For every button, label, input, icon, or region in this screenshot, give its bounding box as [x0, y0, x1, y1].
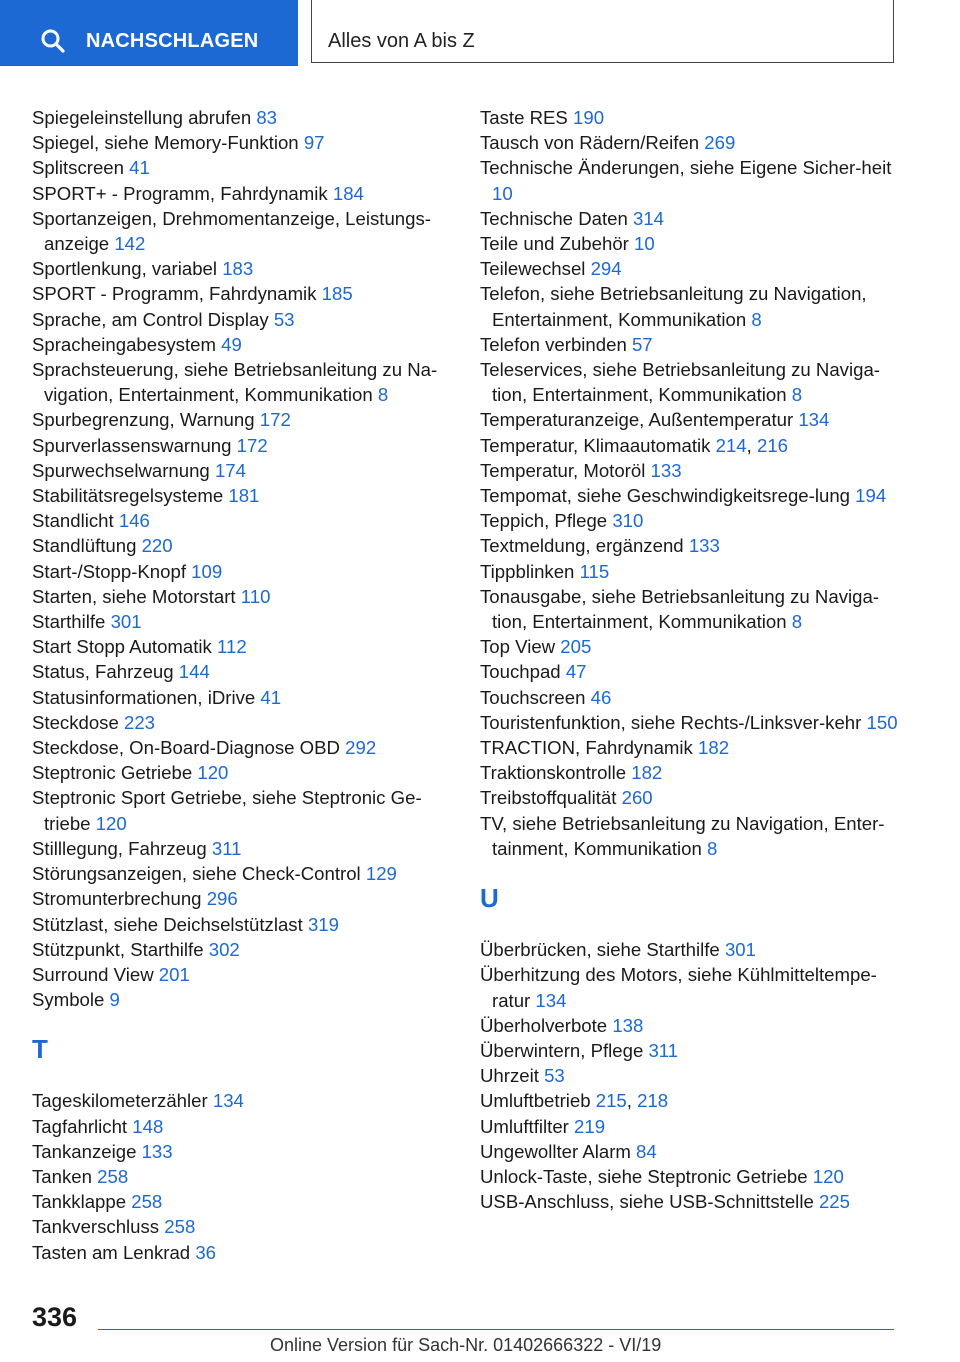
index-entry [480, 811, 900, 861]
page-reference-link[interactable]: 53 [273, 308, 295, 330]
page-reference-link[interactable]: 10 [634, 233, 655, 255]
index-entry-term: Teile und Zubehör [480, 233, 629, 255]
index-entry [32, 130, 452, 155]
nav-tab-label: NACHSCHLAGEN [86, 30, 259, 52]
index-entry [32, 760, 452, 785]
page-reference-link[interactable]: 110 [240, 585, 271, 607]
index-entry [480, 659, 900, 684]
index-entry [480, 105, 900, 130]
page-reference-link[interactable]: 201 [158, 963, 190, 985]
page-reference-link[interactable]: 174 [214, 459, 246, 481]
index-entry [32, 508, 452, 533]
index-entry-term: Statusinformationen, iDrive [32, 686, 256, 708]
page-reference-link[interactable]: 120 [95, 812, 127, 834]
index-entry-term: Start-/Stopp-Knopf [32, 560, 186, 582]
index-entry-term: Teppich, Pflege [480, 510, 608, 532]
index-entry-term: Touchpad [480, 661, 561, 683]
page-reference-link[interactable]: 258 [131, 1191, 163, 1213]
index-entry-term: Überholverbote [480, 1014, 608, 1036]
nav-tab-nachschlagen[interactable] [0, 0, 298, 66]
page-reference-link[interactable]: 302 [208, 938, 240, 960]
index-entry [480, 407, 900, 432]
page-reference-link[interactable]: 301 [724, 939, 756, 961]
index-entry [32, 785, 452, 835]
index-entry [32, 937, 452, 962]
section-title-tab [311, 0, 894, 63]
page-reference-link[interactable]: 269 [704, 132, 736, 154]
index-entry [480, 533, 900, 558]
page-reference-link[interactable]: 8 [706, 837, 718, 859]
index-entry-term: Technische Änderungen, siehe Eigene Sicher-heit [480, 157, 892, 179]
index-entry [32, 1164, 452, 1189]
index-entry: Temperatur, Klimaautomatik 214, 216 [480, 434, 789, 456]
index-letter-heading: T [32, 1034, 48, 1065]
index-entry [32, 861, 452, 886]
page-reference-link[interactable]: 311 [211, 837, 242, 859]
index-entry-term: Tagfahrlicht [32, 1115, 128, 1137]
index-entry-term: Umluftbetrieb [480, 1090, 591, 1112]
index-entry-term: Textmeldung, ergänzend [480, 535, 684, 557]
index-entry [480, 206, 900, 231]
index-entry [480, 155, 900, 205]
index-entry-term: Tausch von Rädern/Reifen [480, 132, 700, 154]
page-reference-link[interactable]: 10 [492, 182, 513, 204]
page-reference-link[interactable]: 148 [132, 1115, 164, 1137]
index-entry-term: Temperatur, Motoröl [480, 459, 646, 481]
index-entry [32, 181, 452, 206]
index-entry [32, 987, 452, 1012]
index-entry-term: Splitscreen [32, 157, 124, 179]
page-reference-link[interactable]: 134 [212, 1090, 244, 1112]
index-entry-term: Telefon verbinden [480, 333, 627, 355]
index-entry [32, 912, 452, 937]
page-reference-link[interactable]: 292 [345, 737, 377, 759]
index-entry-term: Taste RES [480, 107, 568, 128]
index-entry [32, 206, 452, 256]
index-entry [32, 559, 452, 584]
index-entry [32, 1114, 452, 1139]
page-reference-link[interactable]: 146 [118, 510, 150, 532]
page-reference-link[interactable]: 205 [560, 636, 592, 658]
index-entry [480, 1164, 900, 1189]
index-entry-term: SPORT - Programm, Fahrdynamik [32, 283, 317, 305]
index-entry [32, 836, 452, 861]
page-reference-link[interactable]: 182 [631, 762, 663, 784]
page-reference-link[interactable]: 223 [124, 711, 156, 733]
index-entry-term: Sportanzeigen, Drehmomentanzeige, Leistungs-anzeige [32, 207, 431, 255]
index-entry [480, 634, 900, 659]
page-reference-link[interactable]: 258 [164, 1216, 196, 1238]
page-reference-link[interactable]: 133 [688, 535, 720, 557]
page-reference-link[interactable]: 181 [228, 485, 260, 507]
page-reference-link[interactable]: 133 [650, 459, 682, 481]
index-entry [32, 105, 452, 130]
index-entry-term: Steckdose, On-Board-Diagnose OBD [32, 737, 340, 759]
page-reference-link[interactable]: 134 [798, 409, 830, 431]
page-reference-link[interactable]: 8 [791, 611, 803, 633]
index-entry-term: Steptronic Getriebe [32, 762, 193, 784]
index-entry [32, 307, 452, 332]
index-entry [480, 1063, 900, 1088]
page-reference-link[interactable]: 172 [259, 409, 291, 431]
section-title: Alles von A bis Z [328, 30, 475, 52]
online-version-note: Online Version für Sach-Nr. 01402666322 - VI/19 [270, 1335, 662, 1355]
page-reference-link[interactable]: 129 [365, 863, 397, 885]
index-entry-term: Stromunterbrechung [32, 888, 202, 910]
index-entry-term: Steptronic Sport Getriebe, siehe Steptronic Ge-triebe [32, 787, 422, 834]
index-entry [480, 559, 900, 584]
page-reference-link[interactable]: 133 [141, 1140, 173, 1162]
page-reference-link[interactable]: 301 [110, 611, 142, 633]
page-header [0, 0, 960, 66]
index-entry-term: Teilewechsel [480, 258, 586, 280]
index-entry [32, 685, 452, 710]
page-reference-link[interactable]: 150 [866, 711, 898, 733]
index-entry [32, 407, 452, 432]
page-reference-link[interactable]: 182 [698, 737, 730, 759]
page-reference-link[interactable]: 319 [307, 913, 339, 935]
index-entry [480, 483, 900, 508]
index-entry-term: Stützlast, siehe Deichselstützlast [32, 913, 303, 935]
index-entry [32, 886, 452, 911]
index-entry-term: Tippblinken [480, 560, 575, 582]
page-reference-link[interactable]: 172 [236, 434, 268, 456]
page-reference-link[interactable]: 296 [206, 888, 238, 910]
index-entry-term: Spurverlassenswarnung [32, 434, 232, 456]
index-entry-term: Telefon, siehe Betriebsanleitung zu Navigation, Entertainment, Kommunikation [480, 283, 867, 330]
page-reference-link[interactable]: 184 [332, 182, 364, 204]
index-entry [480, 735, 900, 760]
page-number: 336 [32, 1302, 78, 1332]
index-entry [32, 433, 452, 458]
index-entry-term: Tankanzeige [32, 1140, 137, 1162]
index-entry [32, 533, 452, 558]
index-entry [480, 710, 900, 735]
index-entry-term: Steckdose [32, 711, 119, 733]
index-entry [480, 1038, 900, 1063]
index-entry-term: Starten, siehe Motorstart [32, 585, 236, 607]
footer-divider [98, 1329, 894, 1330]
page-reference-link[interactable]: 84 [636, 1140, 657, 1162]
page-reference-link[interactable]: 218 [637, 1090, 669, 1112]
page-reference-link[interactable]: 115 [579, 560, 610, 582]
page-reference-link[interactable]: 294 [590, 258, 622, 280]
index-entry-term: Touchscreen [480, 686, 586, 708]
page-reference-link[interactable]: 112 [217, 636, 247, 658]
index-entry-term: Überwintern, Pflege [480, 1039, 644, 1061]
index-entry-term: Status, Fahrzeug [32, 661, 174, 683]
page-reference-link[interactable]: 47 [565, 661, 587, 683]
index-entry [32, 332, 452, 357]
index-entry-term: Spiegeleinstellung abrufen [32, 107, 252, 128]
index-entry-term: Teleservices, siehe Betriebsanleitung zu Naviga-tion, Entertainment, Kommunikation [480, 359, 880, 406]
page-reference-link[interactable]: 41 [129, 157, 150, 179]
page-reference-link[interactable]: 36 [195, 1241, 216, 1263]
index-entry-term: Spurwechselwarnung [32, 459, 210, 481]
page-reference-link[interactable]: 314 [632, 207, 665, 229]
index-entry-term: Überhitzung des Motors, siehe Kühlmitteltempe-ratur [480, 964, 877, 1011]
index-entry-term: Überbrücken, siehe Starthilfe [480, 939, 720, 961]
index-entry [480, 1013, 900, 1038]
index-entry-term: Spurbegrenzung, Warnung [32, 409, 255, 431]
index-entry-term: Temperatur, Klimaautomatik [480, 434, 711, 456]
page-reference-link[interactable]: 9 [109, 989, 120, 1011]
page-reference-link[interactable]: 138 [612, 1014, 644, 1036]
index-entry [480, 357, 900, 407]
index-entry-term: Surround View [32, 963, 154, 985]
page-reference-link[interactable]: 134 [535, 989, 567, 1011]
page-reference-link[interactable]: 185 [321, 283, 353, 305]
index-entry [32, 1189, 452, 1214]
page-reference-link[interactable]: 41 [260, 686, 282, 708]
page-reference-link[interactable]: 310 [612, 510, 644, 532]
page-reference-link[interactable]: 8 [751, 308, 762, 330]
page-reference-link[interactable]: 144 [178, 661, 210, 683]
index-entry-term: USB-Anschluss, siehe USB-Schnittstelle [480, 1191, 814, 1213]
page-reference-link[interactable]: 190 [573, 107, 605, 128]
page-reference-link[interactable]: 214 [715, 434, 747, 456]
index-entry-term: Ungewollter Alarm [480, 1140, 631, 1162]
page-reference-link[interactable]: 120 [812, 1165, 844, 1187]
index-entry-term: Treibstoffqualität [480, 787, 617, 809]
index-entry-term: Stützpunkt, Starthilfe [32, 938, 204, 960]
index-entry [32, 609, 452, 634]
index-entry [32, 281, 452, 306]
page-reference-link[interactable]: 97 [303, 132, 325, 154]
index-entry-term: Tempomat, siehe Geschwindigkeitsrege-lung [480, 485, 850, 507]
index-entry-term: TV, siehe Betriebsanleitung zu Navigation, Enter-tainment, Kommunikation [480, 812, 885, 859]
index-entry [32, 962, 452, 987]
page-reference-link[interactable]: 120 [197, 762, 229, 784]
index-entry [480, 937, 900, 962]
index-entry [480, 1189, 900, 1214]
index-entry-term: Tasten am Lenkrad [32, 1241, 191, 1263]
page-reference-link[interactable]: 8 [791, 384, 803, 406]
index-entry [480, 281, 900, 331]
index-entry [480, 256, 900, 281]
page-reference-link[interactable]: 216 [757, 434, 789, 456]
index-entry-term: Tonausgabe, siehe Betriebsanleitung zu Naviga-tion, Entertainment, Kommunikation [480, 585, 879, 633]
page-reference-link[interactable]: 258 [97, 1165, 129, 1187]
index-entry [32, 483, 452, 508]
index-entry [480, 1114, 900, 1139]
page-reference-link[interactable]: 215 [595, 1090, 627, 1112]
index-entry [480, 130, 900, 155]
index-entry [480, 231, 900, 256]
index-entry-term: Top View [480, 636, 556, 658]
index-entry-term: Traktionskontrolle [480, 762, 627, 784]
index-entry-term: Unlock-Taste, siehe Steptronic Getriebe [480, 1165, 808, 1187]
index-entry [32, 735, 452, 760]
index-entry-term: Spiegel, siehe Memory-Funktion [32, 132, 299, 154]
index-entry [480, 962, 900, 1012]
index-entry-term: Start Stopp Automatik [32, 636, 212, 658]
index-entry [480, 785, 900, 810]
page-reference-link[interactable]: 220 [141, 535, 173, 557]
index-entry-term: Temperaturanzeige, Außentemperatur [480, 409, 794, 431]
index-column-right [480, 105, 900, 1214]
index-entry-term: Starthilfe [32, 611, 106, 633]
page-reference-link[interactable]: 109 [191, 560, 223, 582]
index-entry-term: Tanken [32, 1165, 92, 1187]
index-entry [32, 634, 452, 659]
index-entry-term: Sprache, am Control Display [32, 308, 269, 330]
page-reference-link[interactable]: 49 [221, 333, 242, 355]
page-reference-link[interactable]: 311 [648, 1039, 679, 1061]
index-entry [32, 256, 452, 281]
index-entry-term: Tankverschluss [32, 1216, 160, 1238]
index-entry-term: Umluftfilter [480, 1115, 569, 1137]
page-reference-link[interactable]: 83 [256, 107, 278, 128]
index-entry-term: Tankklappe [32, 1191, 127, 1213]
page-reference-link[interactable]: 219 [574, 1115, 606, 1137]
index-entry [32, 458, 452, 483]
index-letter-heading: U [480, 883, 499, 914]
page-reference-link[interactable]: 57 [631, 333, 653, 355]
page-reference-link[interactable]: 183 [222, 258, 254, 280]
index-entry-term: Stilllegung, Fahrzeug [32, 837, 207, 859]
index-entry-term: Sportlenkung, variabel [32, 258, 218, 280]
page-reference-link[interactable]: 46 [590, 686, 612, 708]
page-reference-link[interactable]: 260 [621, 787, 653, 809]
index-entry [32, 710, 452, 735]
index-entry [32, 155, 452, 180]
index-entry [32, 357, 452, 407]
index-entry-term: Tageskilometerzähler [32, 1090, 208, 1112]
index-entry-term: Stabilitätsregelsysteme [32, 485, 224, 507]
index-entry: Umluftbetrieb 215, 218 [480, 1090, 669, 1112]
index-entry [32, 1139, 452, 1164]
index-entry [480, 1139, 900, 1164]
page-reference-link[interactable]: 53 [544, 1065, 565, 1087]
index-entry-term: TRACTION, Fahrdynamik [480, 737, 693, 759]
index-entry-term: Spracheingabesystem [32, 333, 216, 355]
index-entry-term: Uhrzeit [480, 1065, 539, 1087]
index-column-left [32, 105, 452, 1265]
page-reference-link[interactable]: 194 [855, 485, 887, 507]
index-entry [480, 458, 900, 483]
index-entry-term: Touristenfunktion, siehe Rechts-/Linksver-kehr [480, 711, 862, 733]
index-entry [32, 584, 452, 609]
index-entry-term: Standlicht [32, 510, 114, 532]
index-entry [480, 332, 900, 357]
index-entry [32, 1088, 452, 1113]
index-entry [32, 1240, 452, 1265]
index-entry-term: Störungsanzeigen, siehe Check-Control [32, 863, 361, 885]
search-icon [40, 28, 66, 54]
index-entry-term: Symbole [32, 989, 105, 1011]
index-entry [480, 760, 900, 785]
index-entry [480, 685, 900, 710]
index-entry-term: Standlüftung [32, 535, 137, 557]
page-reference-link[interactable]: 8 [377, 384, 389, 406]
index-entry-term: SPORT+ - Programm, Fahrdynamik [32, 182, 328, 204]
index-entry [480, 584, 900, 634]
index-entry [480, 508, 900, 533]
index-entry-term: Technische Daten [480, 207, 628, 229]
page-reference-link[interactable]: 142 [114, 233, 146, 255]
index-entry-term: Sprachsteuerung, siehe Betriebsanleitung zu Na-vigation, Entertainment, Kommunikation [32, 359, 438, 406]
index-entry [32, 659, 452, 684]
index-entry [32, 1214, 452, 1239]
page-reference-link[interactable]: 225 [818, 1191, 850, 1213]
